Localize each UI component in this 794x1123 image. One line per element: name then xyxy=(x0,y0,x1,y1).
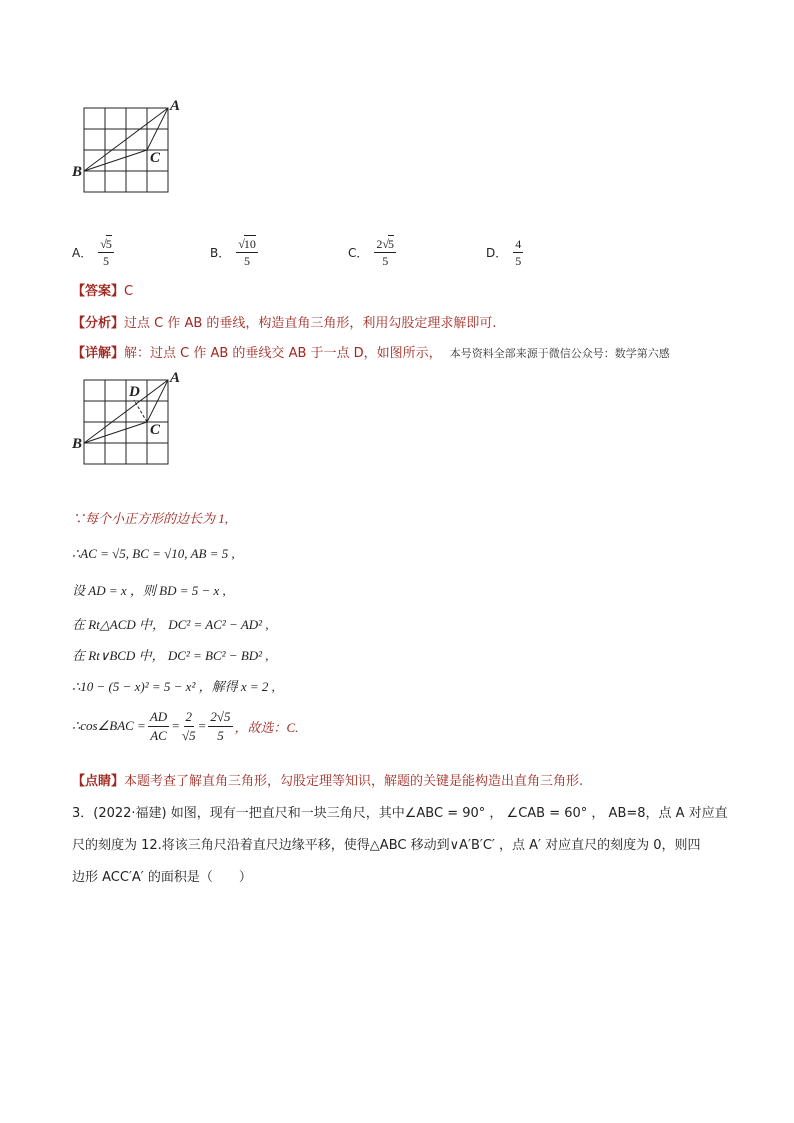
answer-line xyxy=(72,280,133,299)
solution-line-7: ∴cos∠BAC = $\frac{AD}{AC}$ = $\frac{2}{√5}$ = $\frac{2√5}{5}$ ，故选：C. xyxy=(72,709,299,743)
label-c: C xyxy=(150,150,161,166)
fraction-2-sqrt5-num: 2 xyxy=(184,710,195,727)
solution-line-1: ∵每个小正方形的边长为 1, xyxy=(72,511,229,526)
choice-a-letter: A． xyxy=(72,246,93,260)
comment-tag: 【点睛】 xyxy=(72,774,125,789)
analysis-tag: 【分析】 xyxy=(72,316,125,331)
fraction-ad-ac-den: AC xyxy=(150,727,167,743)
choice-b-radicand: 10 xyxy=(243,237,256,251)
fraction-2-sqrt5-den: √5 xyxy=(181,727,196,743)
comment-text: 本题考查了解直角三角形，勾股定理等知识，解题的关键是能构造出直角三角形. xyxy=(124,774,584,789)
solution-line-4: 在 Rt△ACD 中， DC² = AC² − AD² , xyxy=(72,617,269,632)
fraction-2-sqrt5 xyxy=(182,710,196,742)
question3-line-3: 边形 ACC′A′ 的面积是（ ） xyxy=(72,870,252,885)
choice-d-fraction xyxy=(513,238,523,267)
analysis-line xyxy=(72,312,497,331)
segment-bc xyxy=(84,150,147,171)
answer-value: C xyxy=(124,284,134,299)
choice-d-letter: D． xyxy=(486,246,508,260)
solution-line-2: ∴AC = √5, BC = √10, AB = 5 , xyxy=(72,546,235,561)
label-b-2: B xyxy=(72,436,83,452)
choice-c-denominator: 5 xyxy=(382,254,389,268)
choice-c-letter: C． xyxy=(348,246,369,260)
label-b: B xyxy=(72,164,83,180)
fraction-ad-ac xyxy=(148,710,169,742)
question3-line-1: 3．(2022·福建) 如图，现有一把直尺和一块三角尺，其中∠ABC = 90° ， ∠CAB = 60° ， AB=8，点 A 对应直 xyxy=(72,806,728,821)
choice-c-radicand: 5 xyxy=(387,237,394,251)
answer-tag: 【答案】 xyxy=(72,284,125,299)
choice-b-denominator: 5 xyxy=(244,254,251,268)
choice-c-fraction: $\frac{2√5}{5}$ xyxy=(376,237,394,268)
detail-tag: 【详解】 xyxy=(72,346,125,361)
choice-a-radicand: 5 xyxy=(105,237,112,251)
segment-cd-dashed xyxy=(134,400,147,422)
choice-c-coefficient: 2 xyxy=(376,237,383,251)
comment-line xyxy=(72,770,583,789)
label-a-2: A xyxy=(170,370,181,386)
question3-line-2: 尺的刻度为 12.将该三角尺沿着直尺边缘平移，使得△ABC 移动到∨A′B′C′ ，点 A′ 对应直尺的刻度为 0，则四 xyxy=(72,838,701,853)
choice-c[interactable] xyxy=(348,238,396,267)
cos-suffix: ，故选：C. xyxy=(234,719,299,735)
fraction-2sqrt5-5 xyxy=(208,710,232,742)
segment-bc xyxy=(84,422,147,443)
solution-line-3: 设 AD = x ，则 BD = 5 − x , xyxy=(72,583,226,598)
label-c-2: C xyxy=(150,422,161,438)
solution-line-5: 在 Rt∨BCD 中， DC² = BC² − BD² , xyxy=(72,648,269,663)
label-a: A xyxy=(170,98,181,114)
choice-d-numerator: 4 xyxy=(515,237,522,251)
detail-text: 解：过点 C 作 AB 的垂线交 AB 于一点 D，如图所示， xyxy=(124,346,442,361)
choice-b-letter: B． xyxy=(210,246,231,260)
label-d-2: D xyxy=(129,384,140,400)
fraction-2sqrt5-5-den: 5 xyxy=(217,727,224,743)
solution-line-6: ∴10 − (5 − x)² = 5 − x² ，解得 x = 2 , xyxy=(72,679,275,694)
fraction-2sqrt5-5-num: 2√5 xyxy=(208,710,232,727)
fraction-ad-ac-num: AD xyxy=(148,710,169,727)
detail-note: 本号资料全部来源于微信公众号：数学第六感 xyxy=(449,347,670,360)
choice-b-fraction: $\frac{√10}{5}$ xyxy=(238,237,256,268)
analysis-text: 过点 C 作 AB 的垂线，构造直角三角形，利用勾股定理求解即可. xyxy=(124,316,497,331)
choice-d-denominator: 5 xyxy=(515,254,522,268)
detail-line xyxy=(72,342,670,361)
cos-prefix: ∴cos∠BAC = xyxy=(72,718,146,734)
choice-a-denominator: 5 xyxy=(103,254,110,268)
choice-d[interactable] xyxy=(486,238,523,267)
choice-a[interactable] xyxy=(72,238,114,267)
choice-a-fraction: $\frac{√5}{5}$ xyxy=(100,237,112,268)
choice-b[interactable] xyxy=(210,238,258,267)
